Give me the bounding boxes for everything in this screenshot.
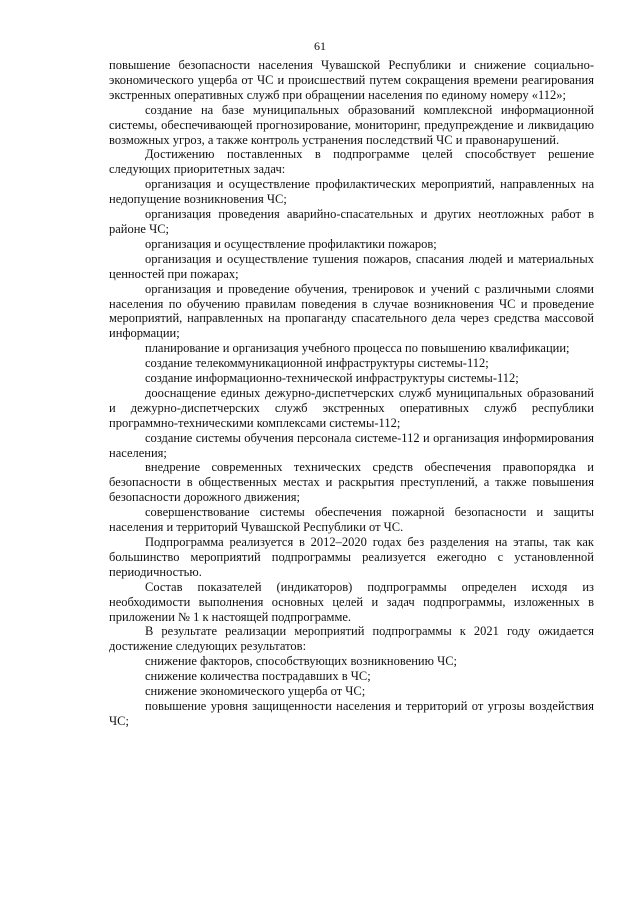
paragraph: организация и осуществление профилактических мероприятий, направленных на недопущение возникновения ЧС; — [109, 177, 594, 207]
paragraph: Состав показателей (индикаторов) подпрограммы определен исходя из необходимости выполнения основных целей и задач подпрограммы, изложенных в приложении № 1 к настоящей подпрограмме. — [109, 579, 594, 624]
paragraph: Подпрограмма реализуется в 2012–2020 годах без разделения на этапы, так как большинство мероприятий подпрограммы реализуется ежегодно с установленной периодичностью. — [109, 535, 594, 579]
paragraph: организация и проведение обучения, тренировок и учений с различными слоями населения по обучению правилам поведения в случае возникновения ЧС и проведение мероприятий, направленных на пропаганду спасательного дела через средства массовой информации; — [109, 281, 594, 341]
paragraph: планирование и организация учебного процесса по повышению квалификации; — [145, 341, 570, 356]
paragraph: создание системы обучения персонала системе-112 и организация информирования населения; — [109, 430, 594, 460]
page-number: 61 — [314, 39, 326, 53]
paragraph: снижение экономического ущерба от ЧС; — [145, 684, 366, 699]
paragraph: организация проведения аварийно-спасательных и других неотложных работ в районе ЧС; — [109, 207, 594, 236]
paragraph: Достижению поставленных в подпрограмме целей способствует решение следующих приоритетных задач: — [109, 147, 594, 177]
paragraph: создание телекоммуникационной инфраструктуры системы-112; — [145, 356, 489, 371]
paragraph: организация и осуществление профилактики пожаров; — [145, 236, 437, 251]
body-text — [109, 58, 594, 729]
paragraph: создание информационно-технической инфраструктуры системы-112; — [145, 371, 519, 386]
paragraph: организация и осуществление тушения пожаров, спасания людей и материальных ценностей при пожарах; — [109, 251, 594, 281]
paragraph: дооснащение единых дежурно-диспетчерских служб муниципальных образований и дежурно-диспетчерских служб экстренных оперативных служб республики программно-техническими комплексами системы-112; — [109, 385, 594, 430]
paragraph: совершенствование системы обеспечения пожарной безопасности и защиты населения и территорий Чувашской Республики от ЧС. — [109, 505, 594, 535]
paragraph: повышение уровня защищенности населения и территорий от угрозы воздействия ЧС; — [109, 698, 594, 728]
paragraph: внедрение современных технических средств обеспечения правопорядка и безопасности в общественных местах и раскрытия преступлений, а также повышения безопасности дорожного движения; — [109, 460, 594, 505]
paragraph: снижение количества пострадавших в ЧС; — [145, 669, 371, 684]
paragraph: снижение факторов, способствующих возникновению ЧС; — [145, 654, 458, 669]
paragraph: повышение безопасности населения Чувашской Республики и снижение социально-экономического ущерба от ЧС и происшествий путем сокращения времени реагирования экстренных оперативных служб при обращении населения по единому номеру «112»; — [109, 58, 594, 102]
paragraph: В результате реализации мероприятий подпрограммы к 2021 году ожидается достижение следующих результатов: — [109, 624, 594, 654]
paragraph: создание на базе муниципальных образований комплексной информационной системы, обеспечивающей прогнозирование, мониторинг, предупреждение и ликвидацию возможных угроз, а также контроль устранения последствий ЧС и правонарушений. — [109, 102, 594, 147]
